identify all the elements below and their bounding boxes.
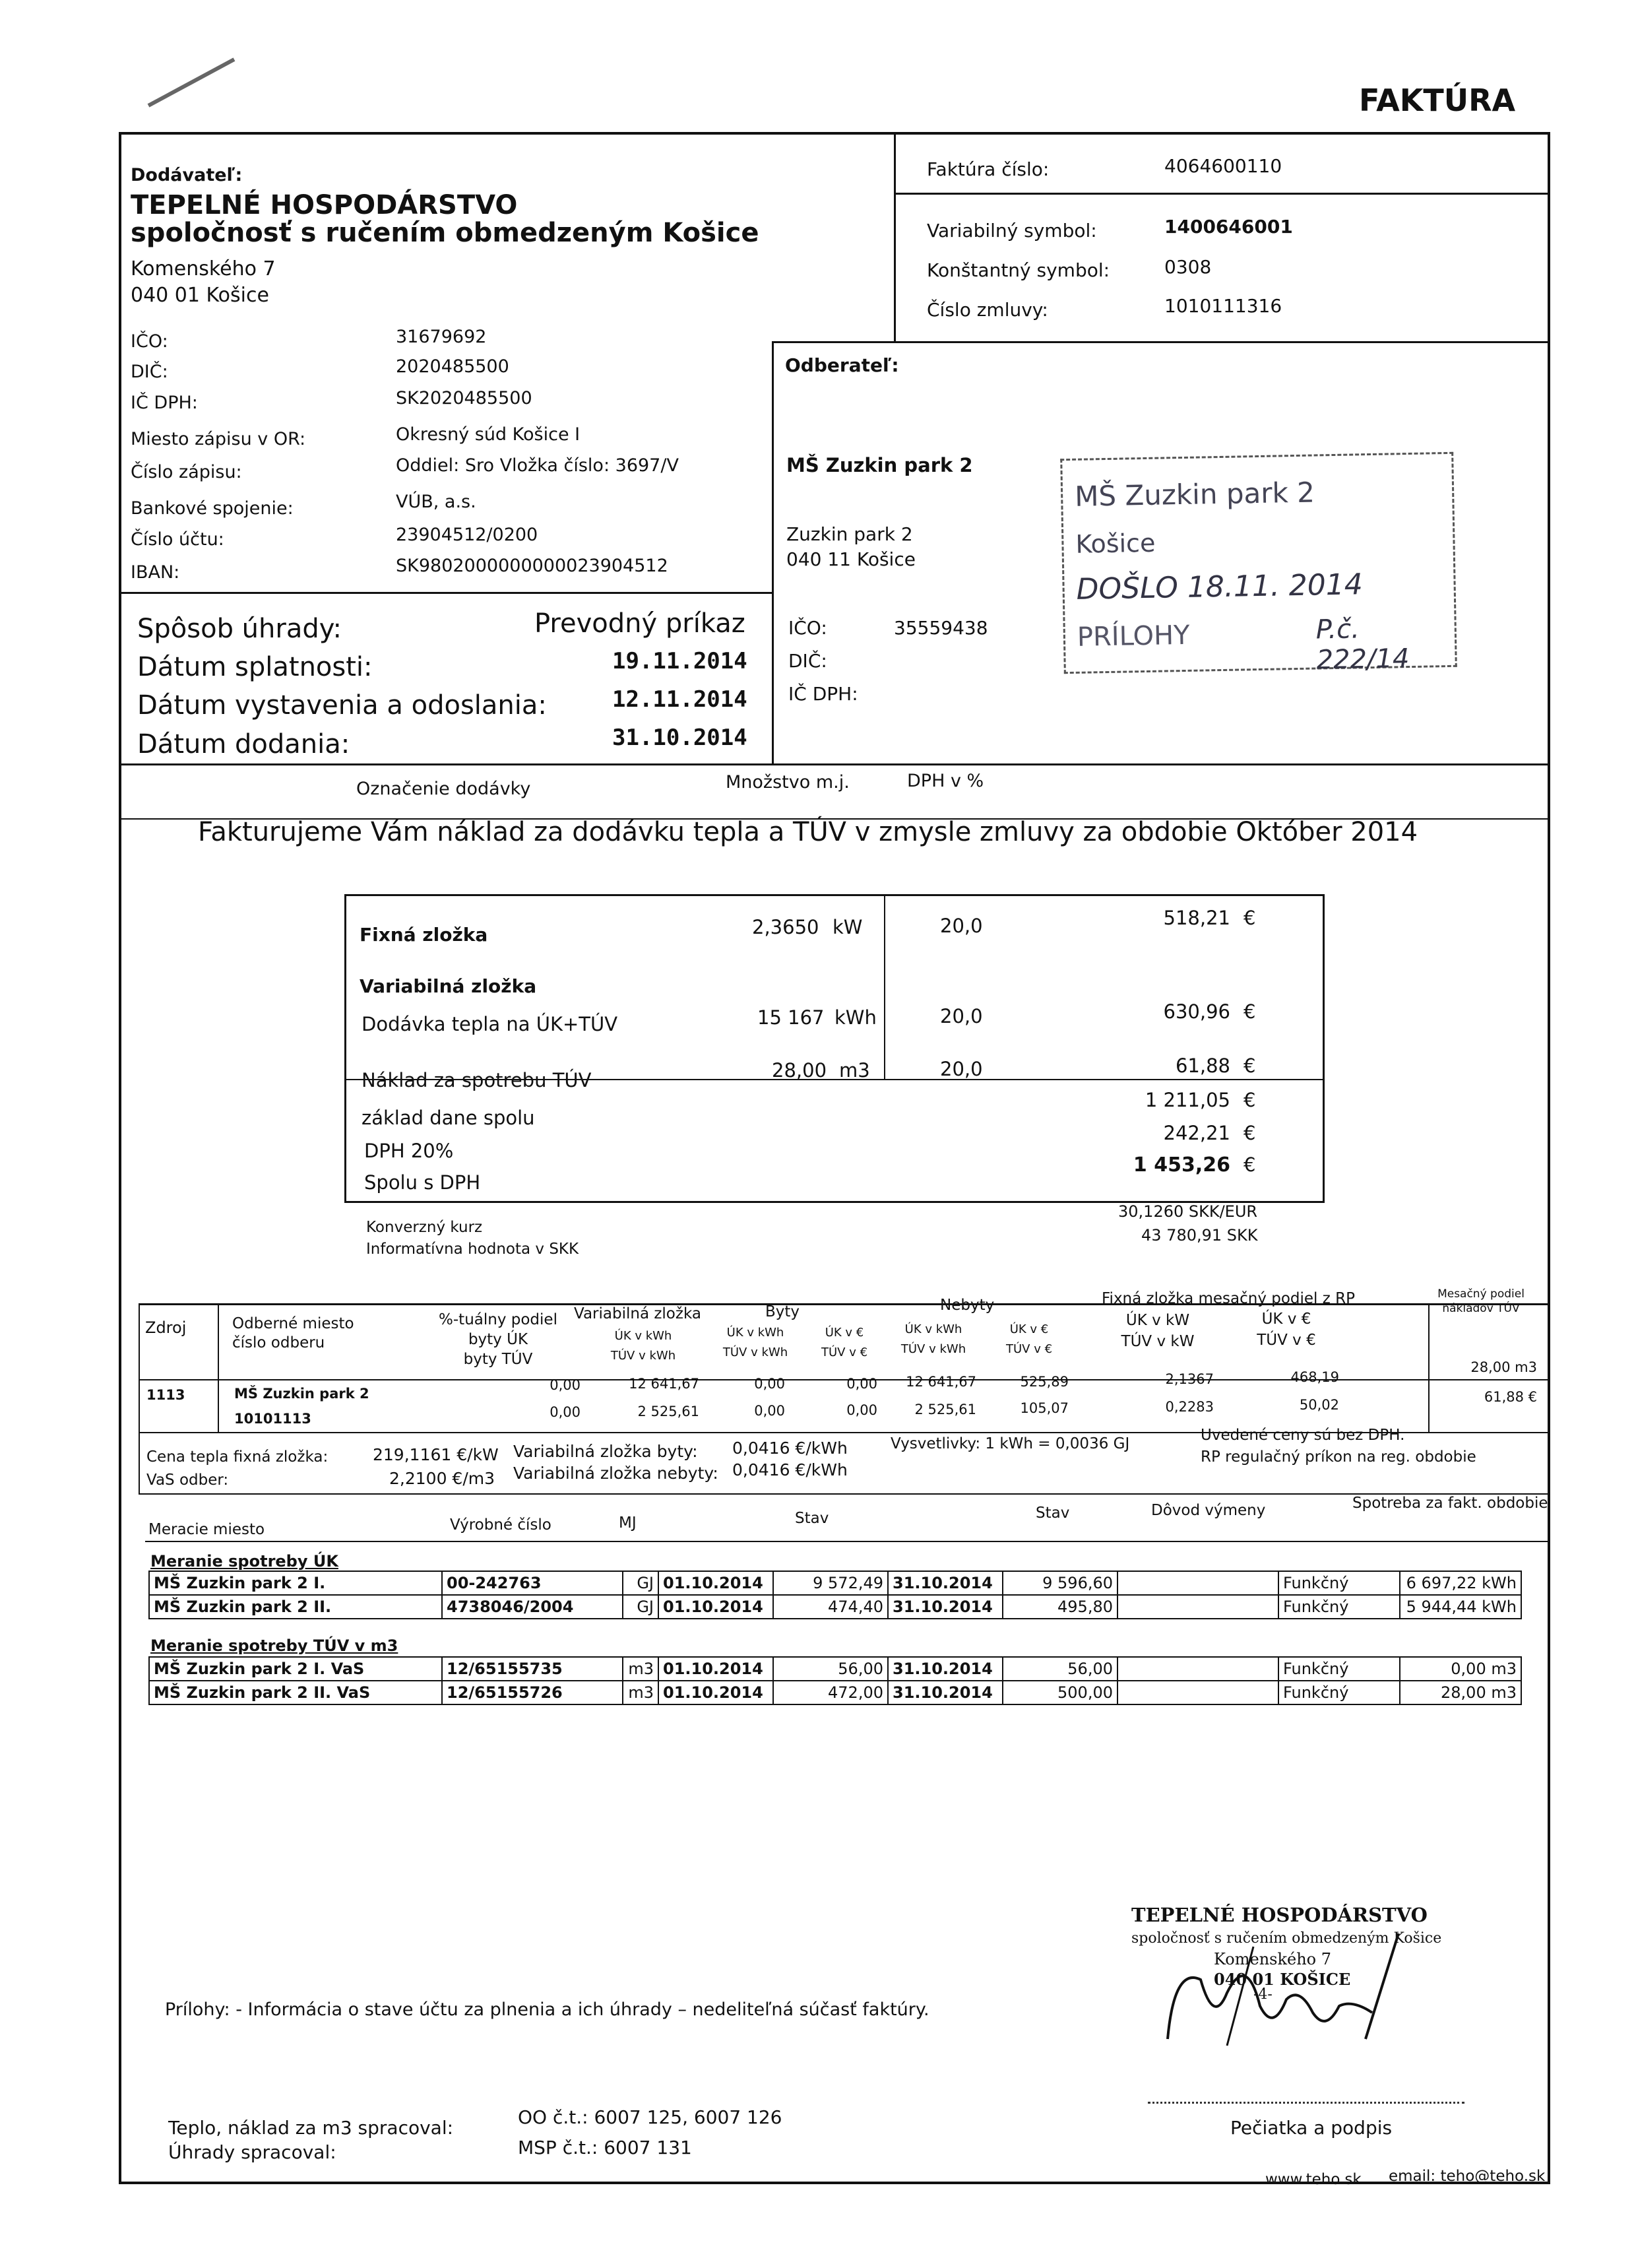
meter-date-from: 01.10.2014 <box>658 1657 773 1681</box>
phone-msp: MSP č.t.: 6007 131 <box>518 2137 692 2158</box>
conversion-rate: 30,1260 SKK/EUR <box>1118 1202 1258 1221</box>
currency-symbol: € <box>1243 1153 1256 1176</box>
table-row <box>149 1657 1521 1681</box>
supplier-field-label: IČ DPH: <box>131 393 198 413</box>
signature-label: Pečiatka a podpis <box>1230 2117 1393 2139</box>
var-nonflats-value: 0,0416 €/kWh <box>732 1460 848 1479</box>
supplier-field-value: Oddiel: Sro Vložka číslo: 3697/V <box>396 455 679 476</box>
supplier-field-value: VÚB, a.s. <box>396 492 476 512</box>
currency-symbol: € <box>1243 1000 1256 1023</box>
supplier-name: TEPELNÉ HOSPODÁRSTVO <box>131 190 518 220</box>
detail-cell: 2,1367 <box>1165 1371 1214 1387</box>
stamp-line: PRÍLOHY <box>1077 620 1190 653</box>
meter-unit: m3 <box>623 1681 658 1704</box>
note-rp: RP regulačný príkon na reg. obdobie <box>1201 1448 1476 1466</box>
contract-number-label: Číslo zmluvy: <box>927 299 1048 321</box>
supplier-field-value: 23904512/0200 <box>396 525 538 545</box>
currency-symbol: € <box>1243 1089 1256 1111</box>
invoice-number: 4064600110 <box>1164 155 1282 177</box>
meters-header-place: Meracie miesto <box>148 1521 265 1538</box>
email-link[interactable]: email: teho@teho.sk <box>1389 2168 1546 2185</box>
signature-line <box>1148 2102 1464 2104</box>
constant-symbol-label: Konštantný symbol: <box>927 259 1110 281</box>
meter-state-to: 500,00 <box>1003 1681 1117 1704</box>
column-header-qty: Množstvo m.j. <box>726 772 850 793</box>
detail-cell: 50,02 <box>1299 1397 1339 1413</box>
note-prices: Uvedené ceny sú bez DPH. <box>1201 1427 1405 1444</box>
website-link[interactable]: www.teho.sk <box>1265 2171 1362 2188</box>
customer-heading: Odberateľ: <box>785 354 899 376</box>
detail-header-zdroj: Zdroj <box>145 1318 187 1337</box>
meter-place: MŠ Zuzkin park 2 II. VaS <box>149 1681 442 1704</box>
meter-place: MŠ Zuzkin park 2 I. VaS <box>149 1657 442 1681</box>
customer-ico-label: IČO: <box>788 617 827 639</box>
customer-dic-label: DIČ: <box>788 650 827 672</box>
heat-label: Dodávka tepla na ÚK+TÚV <box>362 1013 618 1035</box>
detail-cell: 12 641,67 <box>629 1376 699 1392</box>
invoice-intro: Fakturujeme Vám náklad za dodávku tepla a TÚV v zmysle zmluvy za obdobie Október 2014 <box>198 817 1418 847</box>
meter-consumption: 0,00 m3 <box>1400 1657 1521 1681</box>
detail-cell: 0,00 <box>550 1377 581 1393</box>
meters-section-water: Meranie spotreby TÚV v m3 <box>150 1636 398 1655</box>
meter-state-from: 56,00 <box>773 1657 888 1681</box>
detail-header-podiel: %-tuálny podiel byty ÚK byty TÚV <box>439 1311 557 1368</box>
supplier-field-value: 31679692 <box>396 327 487 347</box>
total-label: Spolu s DPH <box>364 1171 481 1194</box>
detail-cell: 61,88 € <box>1484 1389 1537 1405</box>
company-stamp-form: spoločnosť s ručením obmedzeným Košice <box>1131 1930 1442 1947</box>
tuv-label: Náklad za spotrebu TÚV <box>362 1069 592 1091</box>
supplier-field-label: Číslo účtu: <box>131 529 224 550</box>
meter-serial: 4738046/2004 <box>442 1595 623 1619</box>
meter-place: MŠ Zuzkin park 2 II. <box>149 1595 442 1619</box>
detail-cell: 525,89 <box>1020 1374 1069 1390</box>
detail-cell: 12 641,67 <box>906 1374 976 1390</box>
detail-header-fix: Fixná zložka mesačný podiel z RP <box>1102 1290 1355 1307</box>
detail-header-byty-eur: ÚK v € TÚV v € <box>821 1326 868 1359</box>
detail-header-byty: Byty <box>765 1303 800 1320</box>
invoice-number-label: Faktúra číslo: <box>927 158 1050 180</box>
supplier-field-label: Bankové spojenie: <box>131 498 294 519</box>
detail-cell: 28,00 m3 <box>1470 1359 1537 1375</box>
customer-street: Zuzkin park 2 <box>786 523 913 545</box>
supplier-city: 040 01 Košice <box>131 284 269 307</box>
detail-header-nebyty-eur: ÚK v € TÚV v € <box>1005 1322 1053 1356</box>
meter-date-to: 31.10.2014 <box>888 1681 1003 1704</box>
received-stamp <box>1060 452 1457 674</box>
meter-reason: Funkčný <box>1278 1657 1400 1681</box>
meter-state-from: 472,00 <box>773 1681 888 1704</box>
supplier-field-label: IBAN: <box>131 562 180 583</box>
meter-state-to: 56,00 <box>1003 1657 1117 1681</box>
customer-icdph-label: IČ DPH: <box>788 683 858 705</box>
variable-symbol: 1400646001 <box>1164 216 1293 238</box>
processed-heat-label: Teplo, náklad za m3 spracoval: <box>168 2117 454 2139</box>
meters-section-heat: Meranie spotreby ÚK <box>150 1552 338 1571</box>
supplier-field-label: Miesto zápisu v OR: <box>131 429 306 449</box>
supplier-heading: Dodávateľ: <box>131 165 243 185</box>
detail-header-fix-eur: ÚK v € TÚV v € <box>1257 1311 1316 1349</box>
tuv-amount: 61,88 <box>1175 1054 1230 1077</box>
meter-state-to: 9 596,60 <box>1003 1571 1117 1595</box>
detail-cislo: 10101113 <box>234 1411 311 1427</box>
skk-value: 43 780,91 SKK <box>1141 1226 1258 1245</box>
supplier-field-label: Číslo zápisu: <box>131 462 242 482</box>
constant-symbol: 0308 <box>1164 256 1212 278</box>
delivery-date-label: Dátum dodania: <box>137 729 350 760</box>
detail-header-byty-sub: ÚK v kWh TÚV v kWh <box>722 1326 788 1359</box>
meters-header-consumption: Spotreba za fakt. obdobie <box>1352 1495 1548 1512</box>
var-flats-label: Variabilná zložka byty: <box>513 1442 698 1461</box>
company-stamp-name: TEPELNÉ HOSPODÁRSTVO <box>1131 1904 1428 1926</box>
supplier-field-label: DIČ: <box>131 362 168 382</box>
var-nonflats-label: Variabilná zložka nebyty: <box>513 1464 718 1483</box>
meter-date-to: 31.10.2014 <box>888 1571 1003 1595</box>
pen-mark-icon <box>142 53 241 112</box>
company-stamp-number: -4- <box>1253 1986 1273 2003</box>
fixed-unit: kW <box>833 916 863 938</box>
meter-state-from: 474,40 <box>773 1595 888 1619</box>
meters-header-reason: Dôvod výmeny <box>1151 1502 1266 1519</box>
supplier-field-label: IČO: <box>131 331 168 352</box>
detail-cell: 105,07 <box>1020 1400 1069 1416</box>
contract-number: 1010111316 <box>1164 295 1282 317</box>
issue-date: 12.11.2014 <box>612 686 747 713</box>
detail-header-var: Variabilná zložka <box>574 1305 701 1322</box>
meter-state-to: 495,80 <box>1003 1595 1117 1619</box>
meters-header-state1: Stav <box>795 1510 829 1527</box>
processed-payments-label: Úhrady spracoval: <box>168 2141 336 2163</box>
fixed-vat: 20,0 <box>940 915 983 937</box>
customer-ico: 35559438 <box>894 617 988 639</box>
supplier-field-value: SK9802000000000023904512 <box>396 556 668 576</box>
due-date-label: Dátum splatnosti: <box>137 652 373 682</box>
supplier-field-value: Okresný súd Košice I <box>396 424 581 445</box>
meter-place: MŠ Zuzkin park 2 I. <box>149 1571 442 1595</box>
company-stamp-city: 040 01 KOŠICE <box>1214 1970 1351 1989</box>
meter-reason: Funkčný <box>1278 1595 1400 1619</box>
tax-base-label: základ dane spolu <box>362 1107 535 1129</box>
detail-header-miesto: Odberné miesto číslo odberu <box>232 1315 354 1351</box>
tuv-vat: 20,0 <box>940 1058 983 1080</box>
detail-cell: 0,00 <box>846 1376 877 1392</box>
heat-vat: 20,0 <box>940 1005 983 1027</box>
meter-consumption: 5 944,44 kWh <box>1400 1595 1521 1619</box>
vas-value: 2,2100 €/m3 <box>389 1469 495 1488</box>
delivery-date: 31.10.2014 <box>612 725 747 751</box>
meter-state-from: 9 572,49 <box>773 1571 888 1595</box>
meter-unit: GJ <box>623 1571 658 1595</box>
meters-table-water <box>148 1656 1522 1705</box>
detail-cell: 2 525,61 <box>914 1402 976 1417</box>
meters-header-state2: Stav <box>1036 1505 1070 1522</box>
price-fixed-value: 219,1161 €/kW <box>373 1445 499 1464</box>
company-stamp-street: Komenského 7 <box>1214 1950 1332 1968</box>
fixed-amount: 518,21 <box>1163 907 1230 929</box>
column-header-vat: DPH v % <box>907 771 984 791</box>
payment-method-label: Spôsob úhrady: <box>137 614 342 644</box>
stamp-line: MŠ Zuzkin park 2 <box>1074 476 1315 513</box>
detail-cell: 0,00 <box>754 1403 785 1419</box>
meter-consumption: 28,00 m3 <box>1400 1681 1521 1704</box>
detail-miesto: MŠ Zuzkin park 2 <box>234 1386 369 1402</box>
meter-date-from: 01.10.2014 <box>658 1681 773 1704</box>
supplier-field-value: 2020485500 <box>396 356 509 377</box>
table-row <box>149 1595 1521 1619</box>
meter-consumption: 6 697,22 kWh <box>1400 1571 1521 1595</box>
detail-header-monthly: Mesačný podiel nákladov TÚV <box>1437 1287 1525 1315</box>
stamp-line: P.č. 222/14 <box>1315 614 1410 676</box>
detail-header-fix-kw: ÚK v kW TÚV v kW <box>1121 1312 1195 1350</box>
tax-base-amount: 1 211,05 <box>1145 1089 1230 1111</box>
price-fixed-label: Cena tepla fixná zložka: <box>146 1448 329 1466</box>
meter-unit: GJ <box>623 1595 658 1619</box>
detail-header-nebyty: Nebyty <box>940 1297 995 1314</box>
vat-amount: 242,21 <box>1163 1122 1230 1144</box>
payment-method: Prevodný príkaz <box>534 608 745 639</box>
conversion-rate-label: Konverzný kurz <box>366 1219 483 1236</box>
heat-amount: 630,96 <box>1163 1000 1230 1023</box>
variable-component-label: Variabilná zložka <box>360 975 537 997</box>
heat-qty: 15 167 <box>757 1006 825 1029</box>
currency-symbol: € <box>1243 1054 1256 1077</box>
column-header-item: Označenie dodávky <box>356 779 531 799</box>
heat-unit: kWh <box>834 1006 877 1029</box>
detail-cell: 468,19 <box>1290 1369 1339 1385</box>
currency-symbol: € <box>1243 1122 1256 1144</box>
meter-reason: Funkčný <box>1278 1681 1400 1704</box>
supplier-field-value: SK2020485500 <box>396 388 532 408</box>
document-title: FAKTÚRA <box>1359 82 1516 118</box>
due-date: 19.11.2014 <box>612 648 747 674</box>
issue-date-label: Dátum vystavenia a odoslania: <box>137 690 547 721</box>
meter-date-to: 31.10.2014 <box>888 1595 1003 1619</box>
meter-reason: Funkčný <box>1278 1571 1400 1595</box>
tuv-unit: m3 <box>839 1059 870 1082</box>
currency-symbol: € <box>1243 907 1256 929</box>
table-row <box>149 1571 1521 1595</box>
meters-table-heat <box>148 1571 1522 1619</box>
customer-city: 040 11 Košice <box>786 548 916 570</box>
vas-label: VaS odber: <box>146 1472 229 1489</box>
vat-label: DPH 20% <box>364 1140 454 1162</box>
stamp-line: DOŠLO 18.11. 2014 <box>1076 567 1364 606</box>
attachments-text: Prílohy: - Informácia o stave účtu za plnenia a ich úhrady – nedeliteľná súčasť faktúry. <box>165 1999 929 2020</box>
variable-symbol-label: Variabilný symbol: <box>927 220 1097 242</box>
total-amount: 1 453,26 <box>1133 1153 1230 1177</box>
supplier-legal-form: spoločnosť s ručením obmedzeným Košice <box>131 218 759 248</box>
skk-value-label: Informatívna hodnota v SKK <box>366 1241 579 1258</box>
detail-cell: 0,2283 <box>1165 1399 1214 1415</box>
detail-cell: 0,00 <box>550 1404 581 1420</box>
stamp-line: Košice <box>1075 528 1156 559</box>
tuv-qty: 28,00 <box>772 1059 827 1082</box>
legend-text: Vysvetlivky: 1 kWh = 0,0036 GJ <box>891 1435 1130 1452</box>
detail-cell: 0,00 <box>846 1402 877 1418</box>
detail-header-var-sub: ÚK v kWh TÚV v kWh <box>610 1329 676 1363</box>
meters-header-mj: MJ <box>619 1514 637 1532</box>
var-flats-value: 0,0416 €/kWh <box>732 1439 848 1458</box>
detail-cell: 0,00 <box>754 1376 785 1392</box>
detail-cell: 2 525,61 <box>637 1404 699 1419</box>
meter-date-from: 01.10.2014 <box>658 1595 773 1619</box>
meter-date-from: 01.10.2014 <box>658 1571 773 1595</box>
meter-date-to: 31.10.2014 <box>888 1657 1003 1681</box>
supplier-street: Komenského 7 <box>131 257 276 280</box>
meters-header-serial: Výrobné číslo <box>450 1516 551 1534</box>
customer-name: MŠ Zuzkin park 2 <box>786 454 973 476</box>
fixed-qty: 2,3650 <box>752 916 819 938</box>
fixed-component-label: Fixná zložka <box>360 924 488 946</box>
meter-serial: 12/65155726 <box>442 1681 623 1704</box>
meter-serial: 00-242763 <box>442 1571 623 1595</box>
detail-header-nebyty-sub: ÚK v kWh TÚV v kWh <box>900 1322 966 1356</box>
phone-oo: OO č.t.: 6007 125, 6007 126 <box>518 2106 782 2128</box>
meter-serial: 12/65155735 <box>442 1657 623 1681</box>
meter-unit: m3 <box>623 1657 658 1681</box>
signature-icon <box>1148 1927 1412 2052</box>
table-row <box>149 1681 1521 1704</box>
detail-zdroj: 1113 <box>146 1387 185 1403</box>
